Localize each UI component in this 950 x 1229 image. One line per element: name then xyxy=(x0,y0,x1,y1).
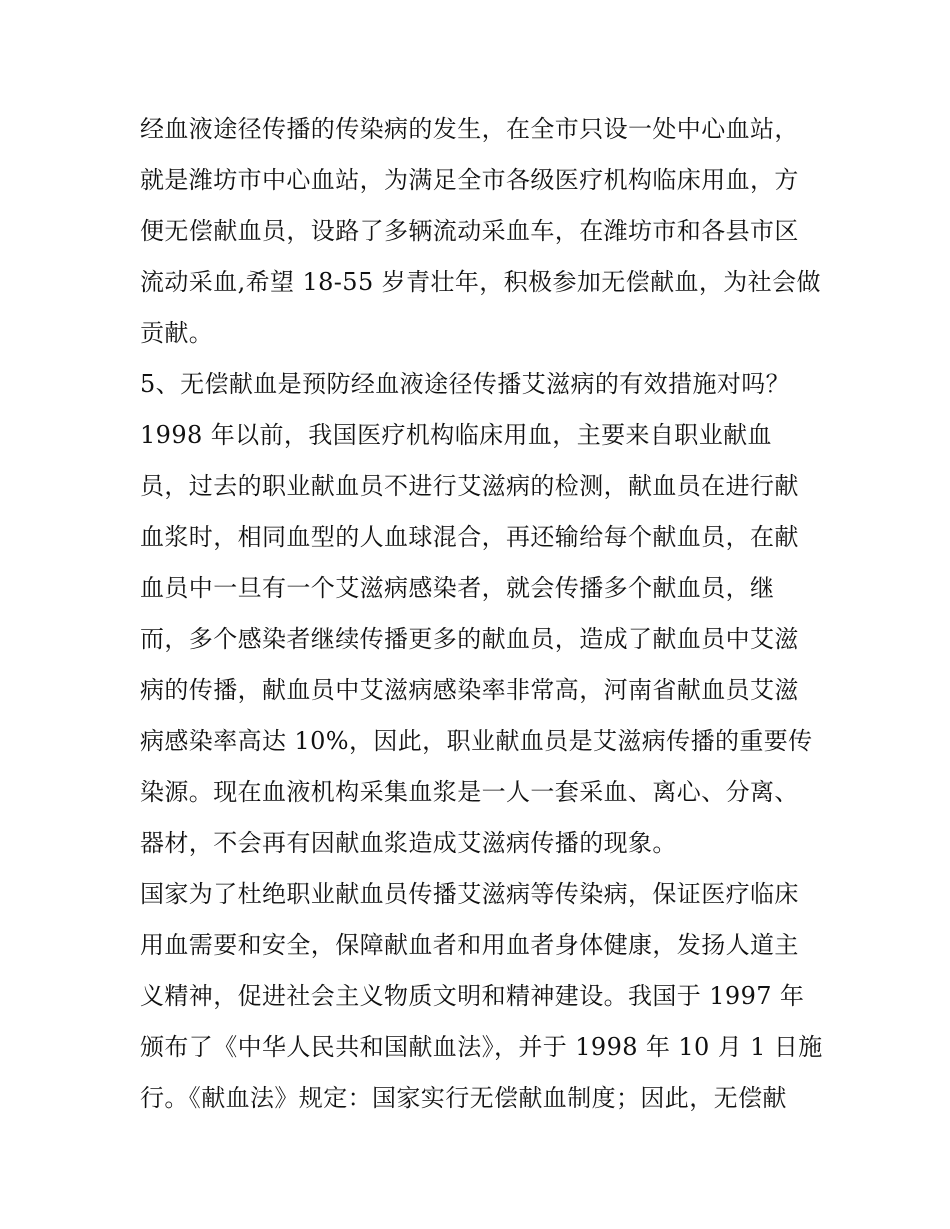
text-line-17: 用血需要和安全，保障献血者和用血者身体健康，发扬人道主 xyxy=(140,931,799,959)
text-line-3: 便无偿献血员，设路了多辆流动采血车，在潍坊市和各县市区 xyxy=(140,217,799,245)
text-line-12: 病的传播，献血员中艾滋病感染率非常高，河南省献血员艾滋 xyxy=(140,676,799,704)
text-line-18: 义精神，促进社会主义物质文明和精神建设。我国于 1997 年 xyxy=(140,982,805,1010)
text-line-1: 经血液途径传播的传染病的发生，在全市只设一处中心血站， xyxy=(140,115,799,143)
text-line-9: 血浆时，相同血型的人血球混合，再还输给每个献血员，在献 xyxy=(140,523,799,551)
text-line-13: 病感染率高达 10%，因此，职业献血员是艾滋病传播的重要传 xyxy=(140,727,813,755)
text-line-10: 血员中一旦有一个艾滋病感染者，就会传播多个献血员，继 xyxy=(140,574,775,602)
text-line-19: 颁布了《中华人民共和国献血法》，并于 1998 年 10 月 1 日施 xyxy=(140,1033,823,1061)
text-line-2: 就是潍坊市中心血站，为满足全市各级医疗机构临床用血，方 xyxy=(140,166,799,194)
text-line-4: 流动采血,希望 18-55 岁青壮年，积极参加无偿献血，为社会做 xyxy=(140,268,821,296)
text-line-8: 员，过去的职业献血员不进行艾滋病的检测，献血员在进行献 xyxy=(140,472,799,500)
text-line-16: 国家为了杜绝职业献血员传播艾滋病等传染病，保证医疗临床 xyxy=(140,880,799,908)
section-heading-5: 5、无偿献血是预防经血液途径传播艾滋病的有效措施对吗？ xyxy=(140,370,791,398)
text-line-14: 染源。现在血液机构采集血浆是一人一套采血、离心、分离、 xyxy=(140,778,799,806)
text-line-7: 1998 年以前，我国医疗机构临床用血，主要来自职业献血 xyxy=(140,421,772,449)
text-line-15: 器材，不会再有因献血浆造成艾滋病传播的现象。 xyxy=(140,829,677,857)
text-line-11: 而，多个感染者继续传播更多的献血员，造成了献血员中艾滋 xyxy=(140,625,799,653)
text-line-20: 行。《献血法》规定：国家实行无偿献血制度；因此，无偿献 xyxy=(140,1084,787,1112)
text-line-5: 贡献。 xyxy=(140,319,214,347)
